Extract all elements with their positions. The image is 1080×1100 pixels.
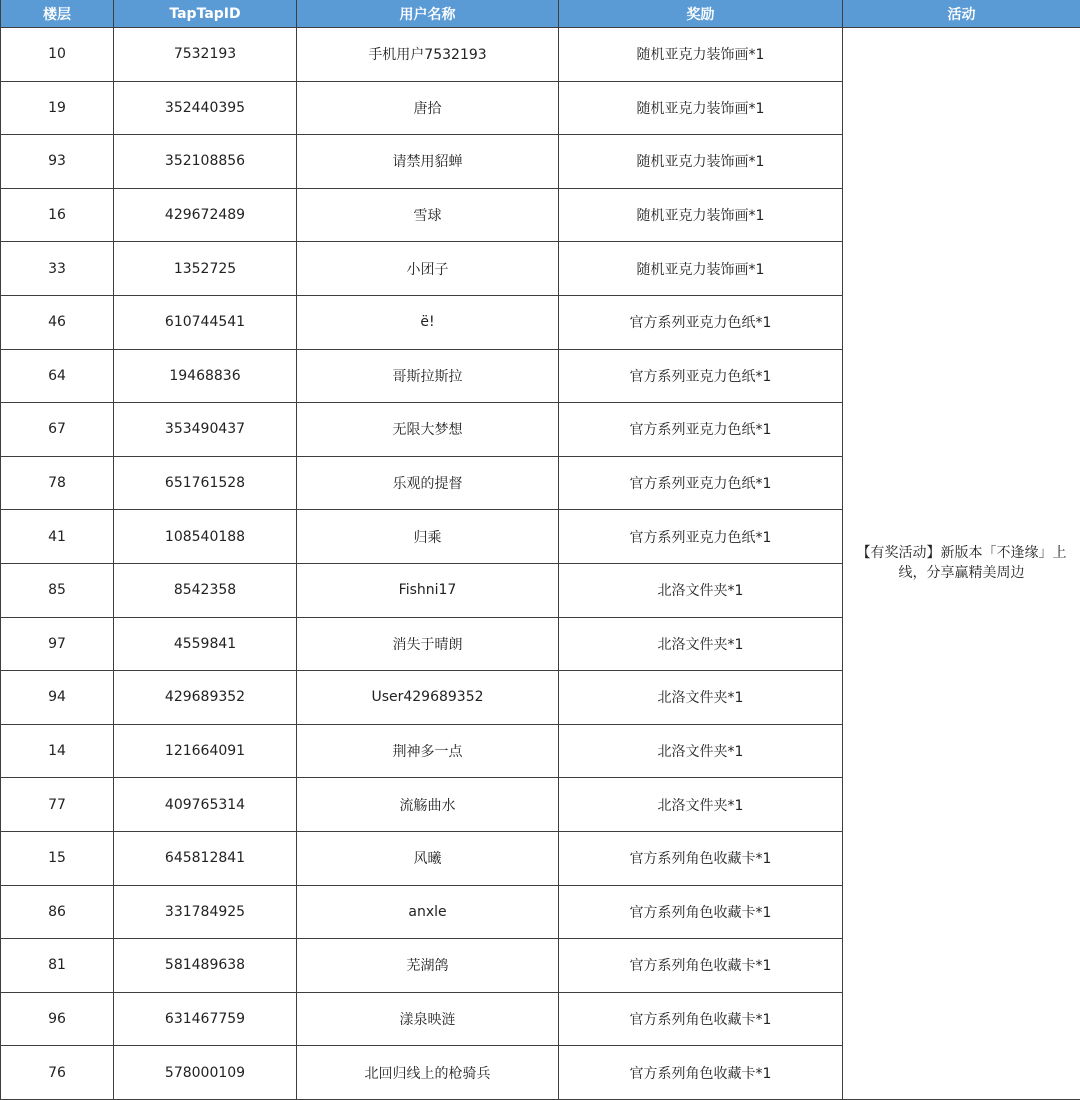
cell-taptap-id: 7532193 bbox=[114, 28, 297, 82]
cell-reward: 随机亚克力装饰画*1 bbox=[559, 188, 843, 242]
cell-reward: 随机亚克力装饰画*1 bbox=[559, 135, 843, 189]
cell-reward: 官方系列亚克力色纸*1 bbox=[559, 349, 843, 403]
cell-reward: 官方系列亚克力色纸*1 bbox=[559, 403, 843, 457]
cell-username: 流觞曲水 bbox=[297, 778, 559, 832]
cell-floor: 41 bbox=[1, 510, 114, 564]
table-body bbox=[1, 28, 1080, 1100]
cell-taptap-id: 353490437 bbox=[114, 403, 297, 457]
cell-taptap-id: 578000109 bbox=[114, 1046, 297, 1100]
cell-taptap-id: 352440395 bbox=[114, 81, 297, 135]
cell-username: User429689352 bbox=[297, 671, 559, 725]
cell-reward: 随机亚克力装饰画*1 bbox=[559, 81, 843, 135]
cell-username: 哥斯拉斯拉 bbox=[297, 349, 559, 403]
cell-username: 芜湖鸽 bbox=[297, 939, 559, 993]
cell-floor: 14 bbox=[1, 724, 114, 778]
cell-reward: 北洛文件夹*1 bbox=[559, 778, 843, 832]
cell-reward: 官方系列角色收藏卡*1 bbox=[559, 992, 843, 1046]
cell-taptap-id: 8542358 bbox=[114, 563, 297, 617]
cell-username: 手机用户7532193 bbox=[297, 28, 559, 82]
header-taptap-id: TapTapID bbox=[114, 0, 297, 28]
table-row bbox=[1, 28, 1080, 82]
cell-reward: 北洛文件夹*1 bbox=[559, 617, 843, 671]
cell-username: ë! bbox=[297, 295, 559, 349]
cell-floor: 97 bbox=[1, 617, 114, 671]
cell-taptap-id: 429672489 bbox=[114, 188, 297, 242]
table-header bbox=[1, 0, 1080, 28]
cell-reward: 官方系列亚克力色纸*1 bbox=[559, 456, 843, 510]
cell-floor: 78 bbox=[1, 456, 114, 510]
header-reward: 奖励 bbox=[559, 0, 843, 28]
cell-reward: 官方系列亚克力色纸*1 bbox=[559, 510, 843, 564]
cell-reward: 随机亚克力装饰画*1 bbox=[559, 242, 843, 296]
cell-floor: 77 bbox=[1, 778, 114, 832]
cell-taptap-id: 581489638 bbox=[114, 939, 297, 993]
cell-floor: 33 bbox=[1, 242, 114, 296]
cell-taptap-id: 331784925 bbox=[114, 885, 297, 939]
cell-floor: 93 bbox=[1, 135, 114, 189]
cell-username: 漾泉映涟 bbox=[297, 992, 559, 1046]
cell-taptap-id: 108540188 bbox=[114, 510, 297, 564]
header-username: 用户名称 bbox=[297, 0, 559, 28]
cell-username: 乐观的提督 bbox=[297, 456, 559, 510]
cell-username: 风曦 bbox=[297, 831, 559, 885]
cell-username: 北回归线上的枪骑兵 bbox=[297, 1046, 559, 1100]
cell-reward: 北洛文件夹*1 bbox=[559, 724, 843, 778]
cell-username: anxle bbox=[297, 885, 559, 939]
cell-reward: 北洛文件夹*1 bbox=[559, 563, 843, 617]
cell-username: 荆神多一点 bbox=[297, 724, 559, 778]
cell-floor: 85 bbox=[1, 563, 114, 617]
cell-username: 唐拾 bbox=[297, 81, 559, 135]
header-row bbox=[1, 0, 1080, 28]
cell-taptap-id: 429689352 bbox=[114, 671, 297, 725]
cell-floor: 67 bbox=[1, 403, 114, 457]
cell-taptap-id: 121664091 bbox=[114, 724, 297, 778]
cell-reward: 北洛文件夹*1 bbox=[559, 671, 843, 725]
cell-username: 归乘 bbox=[297, 510, 559, 564]
cell-floor: 46 bbox=[1, 295, 114, 349]
cell-taptap-id: 651761528 bbox=[114, 456, 297, 510]
cell-taptap-id: 645812841 bbox=[114, 831, 297, 885]
cell-floor: 94 bbox=[1, 671, 114, 725]
cell-taptap-id: 631467759 bbox=[114, 992, 297, 1046]
cell-taptap-id: 409765314 bbox=[114, 778, 297, 832]
cell-taptap-id: 352108856 bbox=[114, 135, 297, 189]
cell-floor: 15 bbox=[1, 831, 114, 885]
cell-reward: 官方系列角色收藏卡*1 bbox=[559, 1046, 843, 1100]
cell-reward: 官方系列亚克力色纸*1 bbox=[559, 295, 843, 349]
cell-taptap-id: 19468836 bbox=[114, 349, 297, 403]
cell-username: 小团子 bbox=[297, 242, 559, 296]
cell-reward: 官方系列角色收藏卡*1 bbox=[559, 885, 843, 939]
cell-floor: 81 bbox=[1, 939, 114, 993]
cell-floor: 64 bbox=[1, 349, 114, 403]
cell-floor: 96 bbox=[1, 992, 114, 1046]
cell-username: 消失于晴朗 bbox=[297, 617, 559, 671]
cell-reward: 官方系列角色收藏卡*1 bbox=[559, 939, 843, 993]
cell-reward: 随机亚克力装饰画*1 bbox=[559, 28, 843, 82]
cell-username: Fishni17 bbox=[297, 563, 559, 617]
cell-floor: 76 bbox=[1, 1046, 114, 1100]
header-floor: 楼层 bbox=[1, 0, 114, 28]
cell-floor: 16 bbox=[1, 188, 114, 242]
cell-floor: 19 bbox=[1, 81, 114, 135]
cell-taptap-id: 1352725 bbox=[114, 242, 297, 296]
cell-reward: 官方系列角色收藏卡*1 bbox=[559, 831, 843, 885]
cell-username: 无限大梦想 bbox=[297, 403, 559, 457]
cell-username: 雪球 bbox=[297, 188, 559, 242]
cell-username: 请禁用貂蝉 bbox=[297, 135, 559, 189]
cell-activity: 【有奖活动】新版本「不逢缘」上线，分享赢精美周边 bbox=[843, 28, 1080, 1100]
cell-floor: 86 bbox=[1, 885, 114, 939]
cell-taptap-id: 610744541 bbox=[114, 295, 297, 349]
header-activity: 活动 bbox=[843, 0, 1080, 28]
cell-floor: 10 bbox=[1, 28, 114, 82]
cell-taptap-id: 4559841 bbox=[114, 617, 297, 671]
